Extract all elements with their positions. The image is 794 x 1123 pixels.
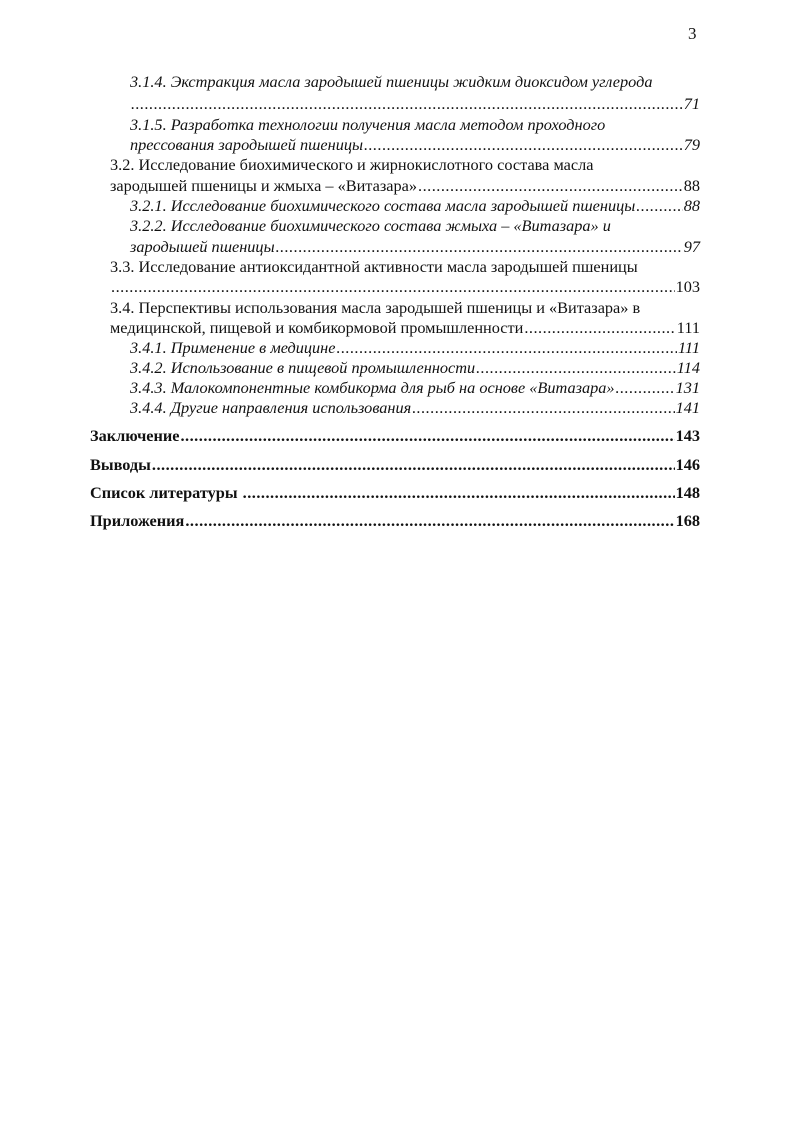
toc-leader-dots [412,398,674,418]
toc-entry-3-1-4-line2 [130,94,700,114]
toc-entry-title: зародышей пшеницы и жмыха – «Витазара» [110,176,417,195]
toc-leader-dots [185,511,674,531]
toc-entry-conclusion [90,426,700,446]
toc-entry-page: 131 [675,378,700,397]
toc-entry-page: 143 [675,426,700,445]
toc-leader-dots [337,338,677,358]
toc-entry-3-2-2-line1 [130,216,696,236]
toc-entry-findings [90,455,700,475]
toc-entry-page: 71 [683,94,700,113]
toc-leader-dots [636,196,682,216]
toc-entry-title: 3.4. Перспективы использования масла зародышей пшеницы и «Витазара» в [110,298,641,317]
toc-entry-title: 3.4.2. Использование в пищевой промышленности [130,358,476,377]
toc-entry-page: 88 [683,196,700,215]
toc-entry-title: 3.1.5. Разработка технологии получения масла методом проходного [130,115,606,134]
toc-entry-3-1-5-line1 [130,115,696,135]
toc-entry-page: 97 [683,237,700,256]
toc-entry-page: 141 [675,398,700,417]
toc-entry-title: Список литературы [90,483,242,502]
toc-entry-title: зародышей пшеницы [130,237,275,256]
toc-entry-3-4-4 [130,398,700,418]
toc-leader-dots [476,358,676,378]
toc-leader-dots [243,483,675,503]
toc-leader-dots [180,426,674,446]
toc-entry-title: 3.2.1. Исследование биохимического состава масла зародышей пшеницы [130,196,636,215]
toc-entry-3-4-line1 [110,298,700,318]
toc-entry-page: 168 [675,511,700,530]
toc-entry-references [90,483,700,503]
toc-leader-dots [152,455,675,475]
toc-entry-3-2-line1 [110,155,700,175]
toc-leader-dots [276,237,683,257]
toc-entry-page: 146 [675,455,700,474]
toc-entry-page: 103 [675,277,700,296]
toc-entry-title: 3.2. Исследование биохимического и жирнокислотного состава масла [110,155,594,174]
toc-entry-3-1-4-line1 [130,72,696,92]
toc-entry-3-2-line2 [110,176,700,196]
toc-entry-3-2-1 [130,196,700,216]
toc-leader-dots [131,94,683,114]
toc-entry-3-4-line2 [110,318,700,338]
toc-entry-title: 3.1.4. Экстракция масла зародышей пшеницы жидким диоксидом углерода [130,72,653,91]
toc-entry-page: 79 [683,135,700,154]
page-number: 3 [688,24,697,43]
toc-entry-3-4-1 [130,338,700,358]
toc-entry-title: Заключение [90,426,180,445]
toc-entry-page: 111 [677,338,700,357]
toc-entry-page: 111 [676,318,700,337]
toc-leader-dots [364,135,683,155]
toc-entry-title: прессования зародышей пшеницы [130,135,364,154]
toc-entry-page: 148 [675,483,700,502]
toc-entry-3-3-line1 [110,257,700,277]
toc-leader-dots [524,318,675,338]
toc-entry-3-4-2 [130,358,700,378]
toc-entry-title: 3.2.2. Исследование биохимического состава жмыха – «Витазара» и [130,216,611,235]
toc-leader-dots [616,378,675,398]
toc-entry-3-1-5-line2 [130,135,700,155]
toc-entry-title: 3.4.1. Применение в медицине [130,338,336,357]
toc-entry-page: 114 [676,358,700,377]
toc-entry-page: 88 [683,176,700,195]
toc-entry-title: 3.3. Исследование антиоксидантной активности масла зародышей пшеницы [110,257,638,276]
toc-entry-title: 3.4.4. Другие направления использования [130,398,412,417]
toc-entry-title: 3.4.3. Малокомпонентные комбикорма для рыб на основе «Витазара» [130,378,615,397]
toc-leader-dots [111,277,675,297]
toc-entry-3-2-2-line2 [130,237,700,257]
toc-entry-appendices [90,511,700,531]
toc-entry-title: Выводы [90,455,151,474]
toc-entry-3-4-3 [130,378,700,398]
toc-entry-title: Приложения [90,511,185,530]
toc-entry-title: медицинской, пищевой и комбикормовой промышленности [110,318,524,337]
toc-entry-3-3-line2 [110,277,700,297]
toc-leader-dots [418,176,683,196]
